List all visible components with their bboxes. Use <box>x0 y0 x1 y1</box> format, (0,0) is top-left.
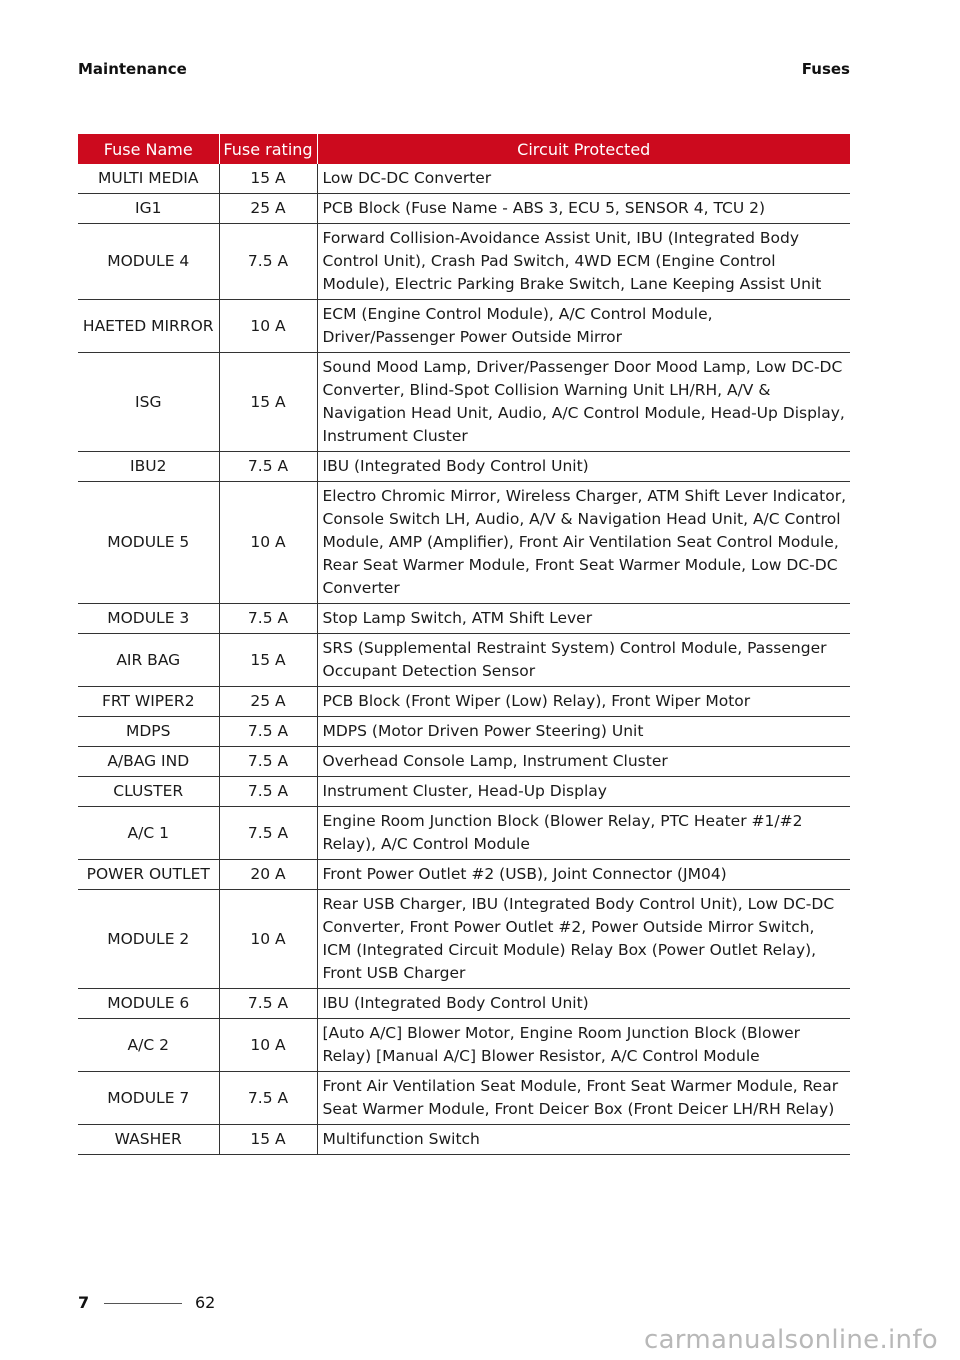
page-number: 62 <box>195 1293 216 1312</box>
table-row <box>78 717 850 747</box>
column-header-fuse-rating: Fuse rating <box>219 134 317 164</box>
fuse-name-cell: MODULE 7 <box>78 1072 219 1125</box>
table-row <box>78 164 850 194</box>
fuse-rating-cell: 15 A <box>219 164 317 194</box>
fuse-name-cell: FRT WIPER2 <box>78 687 219 717</box>
column-header-fuse-name: Fuse Name <box>78 134 219 164</box>
table-row <box>78 747 850 777</box>
table-row <box>78 482 850 604</box>
table-row <box>78 1019 850 1072</box>
table-row <box>78 452 850 482</box>
fuse-rating-cell: 7.5 A <box>219 604 317 634</box>
footer-divider <box>104 1303 182 1304</box>
fuse-rating-cell: 15 A <box>219 634 317 687</box>
fuse-rating-cell: 7.5 A <box>219 452 317 482</box>
table-row <box>78 1125 850 1155</box>
fuse-name-cell: IG1 <box>78 194 219 224</box>
fuse-name-cell: CLUSTER <box>78 777 219 807</box>
fuse-name-cell: MODULE 3 <box>78 604 219 634</box>
table-row <box>78 353 850 452</box>
table-row <box>78 807 850 860</box>
fuse-name-cell: MODULE 6 <box>78 989 219 1019</box>
table-row <box>78 604 850 634</box>
table-row <box>78 860 850 890</box>
fuse-name-cell: MODULE 2 <box>78 890 219 989</box>
circuit-cell: IBU (Integrated Body Control Unit) <box>317 989 850 1019</box>
topic-title: Fuses <box>801 60 850 78</box>
column-header-circuit-protected: Circuit Protected <box>317 134 850 164</box>
fuse-name-cell: MULTI MEDIA <box>78 164 219 194</box>
table-row <box>78 194 850 224</box>
fuse-rating-cell: 7.5 A <box>219 777 317 807</box>
circuit-cell: ECM (Engine Control Module), A/C Control Module, Driver/Passenger Power Outside Mirror <box>317 300 850 353</box>
fuse-rating-cell: 7.5 A <box>219 989 317 1019</box>
fuse-rating-cell: 7.5 A <box>219 224 317 300</box>
fuse-rating-cell: 7.5 A <box>219 807 317 860</box>
fuse-name-cell: IBU2 <box>78 452 219 482</box>
fuse-rating-cell: 10 A <box>219 1019 317 1072</box>
circuit-cell: Engine Room Junction Block (Blower Relay, PTC Heater #1/#2 Relay), A/C Control Module <box>317 807 850 860</box>
table-row <box>78 634 850 687</box>
table-header-row <box>78 134 850 164</box>
fuse-name-cell: MODULE 4 <box>78 224 219 300</box>
circuit-cell: PCB Block (Front Wiper (Low) Relay), Front Wiper Motor <box>317 687 850 717</box>
circuit-cell: Multifunction Switch <box>317 1125 850 1155</box>
fuse-name-cell: MDPS <box>78 717 219 747</box>
circuit-cell: Stop Lamp Switch, ATM Shift Lever <box>317 604 850 634</box>
table-row <box>78 890 850 989</box>
fuse-name-cell: A/C 1 <box>78 807 219 860</box>
fuse-name-cell: A/C 2 <box>78 1019 219 1072</box>
fuse-name-cell: WASHER <box>78 1125 219 1155</box>
table-row <box>78 777 850 807</box>
fuse-table <box>78 134 850 1155</box>
table-row <box>78 224 850 300</box>
fuse-rating-cell: 10 A <box>219 890 317 989</box>
fuse-name-cell: ISG <box>78 353 219 452</box>
circuit-cell: IBU (Integrated Body Control Unit) <box>317 452 850 482</box>
circuit-cell: PCB Block (Fuse Name - ABS 3, ECU 5, SENSOR 4, TCU 2) <box>317 194 850 224</box>
fuse-rating-cell: 7.5 A <box>219 747 317 777</box>
fuse-name-cell: AIR BAG <box>78 634 219 687</box>
circuit-cell: Overhead Console Lamp, Instrument Cluster <box>317 747 850 777</box>
circuit-cell: MDPS (Motor Driven Power Steering) Unit <box>317 717 850 747</box>
fuse-rating-cell: 25 A <box>219 687 317 717</box>
circuit-cell: Forward Collision-Avoidance Assist Unit, IBU (Integrated Body Control Unit), Crash Pad Switch, 4WD ECM (Engine Control Module), Electric Parking Brake Switch, Lane Keeping Assist Unit <box>317 224 850 300</box>
fuse-rating-cell: 10 A <box>219 300 317 353</box>
fuse-rating-cell: 10 A <box>219 482 317 604</box>
chapter-number: 7 <box>78 1293 90 1312</box>
circuit-cell: [Auto A/C] Blower Motor, Engine Room Junction Block (Blower Relay) [Manual A/C] Blower Resistor, A/C Control Module <box>317 1019 850 1072</box>
table-row <box>78 300 850 353</box>
circuit-cell: Instrument Cluster, Head-Up Display <box>317 777 850 807</box>
circuit-cell: SRS (Supplemental Restraint System) Control Module, Passenger Occupant Detection Sensor <box>317 634 850 687</box>
fuse-rating-cell: 7.5 A <box>219 717 317 747</box>
watermark: carmanualsonline.info <box>643 1325 938 1355</box>
table-row <box>78 989 850 1019</box>
circuit-cell: Front Power Outlet #2 (USB), Joint Connector (JM04) <box>317 860 850 890</box>
circuit-cell: Sound Mood Lamp, Driver/Passenger Door Mood Lamp, Low DC-DC Converter, Blind-Spot Collision Warning Unit LH/RH, A/V & Navigation Head Unit, Audio, A/C Control Module, Head-Up Display, Instrument Cluster <box>317 353 850 452</box>
fuse-name-cell: POWER OUTLET <box>78 860 219 890</box>
circuit-cell: Rear USB Charger, IBU (Integrated Body Control Unit), Low DC-DC Converter, Front Power Outlet #2, Power Outside Mirror Switch, ICM (Integrated Circuit Module) Relay Box (Power Outlet Relay), Front USB Charger <box>317 890 850 989</box>
fuse-rating-cell: 15 A <box>219 353 317 452</box>
circuit-cell: Front Air Ventilation Seat Module, Front Seat Warmer Module, Rear Seat Warmer Module, Front Deicer Box (Front Deicer LH/RH Relay) <box>317 1072 850 1125</box>
fuse-name-cell: HAETED MIRROR <box>78 300 219 353</box>
table-row <box>78 687 850 717</box>
fuse-name-cell: MODULE 5 <box>78 482 219 604</box>
fuse-rating-cell: 15 A <box>219 1125 317 1155</box>
circuit-cell: Electro Chromic Mirror, Wireless Charger, ATM Shift Lever Indicator, Console Switch LH, Audio, A/V & Navigation Head Unit, A/C Control Module, AMP (Amplifier), Front Air Ventilation Seat Control Module, Rear Seat Warmer Module, Front Seat Warmer Module, Low DC-DC Converter <box>317 482 850 604</box>
circuit-cell: Low DC-DC Converter <box>317 164 850 194</box>
fuse-name-cell: A/BAG IND <box>78 747 219 777</box>
fuse-rating-cell: 25 A <box>219 194 317 224</box>
section-title: Maintenance <box>78 60 187 78</box>
fuse-rating-cell: 7.5 A <box>219 1072 317 1125</box>
fuse-rating-cell: 20 A <box>219 860 317 890</box>
table-row <box>78 1072 850 1125</box>
